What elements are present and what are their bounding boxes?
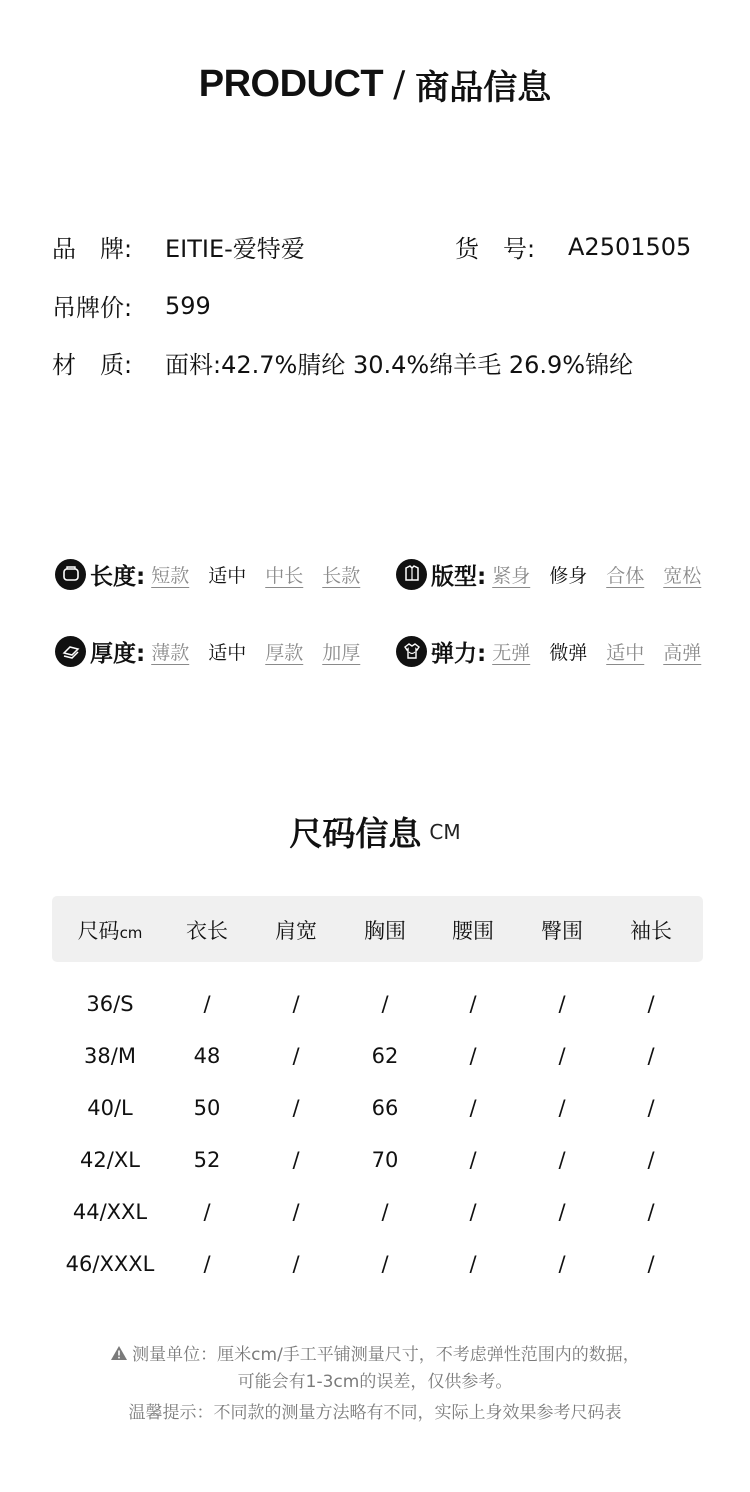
fit-icon	[396, 559, 427, 590]
attr-elasticity-option: 无弹	[492, 641, 531, 664]
length-icon	[55, 559, 86, 590]
attr-thickness-option: 适中	[208, 641, 247, 664]
attr-elasticity	[396, 634, 701, 668]
attr-elasticity-name: 弹力:	[431, 640, 487, 667]
table-cell: /	[469, 1044, 477, 1068]
attr-thickness-option: 薄款	[151, 641, 190, 664]
price-label: 吊牌价:	[52, 294, 133, 322]
table-row	[52, 1192, 703, 1232]
table-cell: /	[558, 1200, 566, 1224]
table-cell: /	[381, 1200, 389, 1224]
attr-fit-option: 合体	[606, 564, 645, 587]
table-cell: 52	[193, 1148, 221, 1172]
table-cell: /	[381, 1252, 389, 1276]
sku-value: A2501505	[568, 232, 692, 261]
attr-fit-options	[492, 561, 701, 588]
table-cell: /	[647, 992, 655, 1016]
table-cell: /	[647, 1096, 655, 1120]
material-row	[52, 345, 633, 380]
elasticity-icon	[396, 636, 427, 667]
header-label: 肩宽	[275, 919, 317, 943]
table-cell: 62	[371, 1044, 399, 1068]
size-section-title	[0, 808, 750, 855]
material-value: 面料:42.7%腈纶 30.4%绵羊毛 26.9%锦纶	[165, 351, 634, 379]
price-row	[52, 288, 211, 323]
attr-thickness-option: 厚款	[265, 641, 304, 664]
header-label: 腰围	[452, 919, 494, 943]
thickness-icon	[55, 636, 86, 667]
title-chinese: 商品信息	[415, 68, 552, 108]
table-row	[52, 1036, 703, 1076]
size-table-header-cell	[162, 915, 252, 945]
table-cell: /	[558, 992, 566, 1016]
table-row	[52, 1088, 703, 1128]
attr-elasticity-option: 微弹	[549, 641, 588, 664]
table-cell: 66	[371, 1096, 399, 1120]
table-cell: /	[647, 1044, 655, 1068]
table-cell: /	[203, 1252, 211, 1276]
title-english: PRODUCT	[198, 63, 384, 105]
header-label: 尺码	[77, 919, 120, 943]
brand-value: EITIE-爱特爱	[165, 235, 305, 263]
attr-length-option: 适中	[208, 564, 247, 587]
table-cell: /	[647, 1252, 655, 1276]
table-cell: /	[469, 1148, 477, 1172]
table-row	[52, 1140, 703, 1180]
header-label: 臀围	[541, 919, 583, 943]
attr-elasticity-option: 适中	[606, 641, 645, 664]
table-cell: /	[469, 1200, 477, 1224]
attr-fit-option: 修身	[549, 564, 588, 587]
attr-thickness-option: 加厚	[322, 641, 361, 664]
attr-fit	[396, 557, 701, 591]
brand-row	[52, 229, 305, 264]
attr-length-name: 长度:	[90, 563, 146, 590]
material-label: 材 质:	[52, 351, 133, 379]
size-table-header-cell	[606, 915, 696, 945]
attr-fit-name: 版型:	[431, 563, 487, 590]
table-cell: /	[292, 1148, 300, 1172]
table-cell: /	[292, 1096, 300, 1120]
note-text-1: 测量单位：厘米cm/手工平铺测量尺寸，不考虑弹性范围内的数据，	[132, 1345, 640, 1365]
note-line-2: 可能会有1-3cm的误差，仅供参考。	[237, 1372, 513, 1392]
sku-row	[455, 229, 691, 264]
attr-thickness	[55, 634, 360, 668]
attr-thickness-name: 厚度:	[90, 640, 146, 667]
price-value: 599	[165, 291, 211, 320]
table-cell: 48	[193, 1044, 221, 1068]
table-cell: /	[469, 1096, 477, 1120]
size-table-header-cell	[517, 915, 607, 945]
attr-elasticity-options	[492, 638, 701, 665]
table-cell: /	[203, 1200, 211, 1224]
table-cell: 44/XXL	[72, 1200, 148, 1224]
table-cell: /	[292, 1252, 300, 1276]
size-title-text: 尺码信息	[289, 814, 422, 853]
header-unit: cm	[119, 924, 143, 942]
attr-thickness-options	[151, 638, 360, 665]
size-table-header	[52, 896, 703, 962]
attr-length-option: 中长	[265, 564, 304, 587]
table-cell: /	[381, 992, 389, 1016]
header-label: 胸围	[364, 919, 406, 943]
header-label: 袖长	[630, 919, 672, 943]
table-cell: /	[292, 992, 300, 1016]
size-title-unit: CM	[429, 819, 461, 844]
warning-icon	[110, 1345, 128, 1366]
size-table-header-cell	[428, 915, 518, 945]
table-cell: 36/S	[86, 992, 134, 1016]
table-cell: /	[558, 1096, 566, 1120]
attr-fit-option: 宽松	[663, 564, 702, 587]
attr-length-option: 短款	[151, 564, 190, 587]
attr-elasticity-option: 高弹	[663, 641, 702, 664]
note-line-1	[0, 1340, 750, 1366]
table-cell: 40/L	[87, 1096, 133, 1120]
brand-label: 品 牌:	[52, 235, 133, 263]
size-table-header-cell	[65, 915, 155, 945]
size-table-header-cell	[340, 915, 430, 945]
table-cell: /	[203, 992, 211, 1016]
table-cell: /	[647, 1148, 655, 1172]
table-cell: 50	[193, 1096, 221, 1120]
table-cell: 70	[371, 1148, 399, 1172]
table-cell: /	[558, 1252, 566, 1276]
table-cell: /	[558, 1148, 566, 1172]
table-cell: /	[292, 1044, 300, 1068]
table-row	[52, 1244, 703, 1284]
size-table-header-cell	[251, 915, 341, 945]
page-title	[0, 60, 750, 109]
attr-length-options	[151, 561, 360, 588]
table-cell: /	[469, 992, 477, 1016]
sku-label: 货 号:	[455, 235, 536, 263]
table-cell: /	[292, 1200, 300, 1224]
attr-length-option: 长款	[322, 564, 361, 587]
header-label: 衣长	[186, 919, 228, 943]
table-cell: 42/XL	[80, 1148, 140, 1172]
table-row	[52, 984, 703, 1024]
table-cell: 38/M	[84, 1044, 136, 1068]
table-cell: /	[647, 1200, 655, 1224]
table-cell: 46/XXXL	[65, 1252, 155, 1276]
table-cell: /	[558, 1044, 566, 1068]
title-separator: /	[393, 64, 406, 105]
attr-fit-option: 紧身	[492, 564, 531, 587]
attr-length	[55, 557, 360, 591]
table-cell: /	[469, 1252, 477, 1276]
note-line-3: 温馨提示：不同款的测量方法略有不同，实际上身效果参考尺码表	[128, 1403, 622, 1423]
